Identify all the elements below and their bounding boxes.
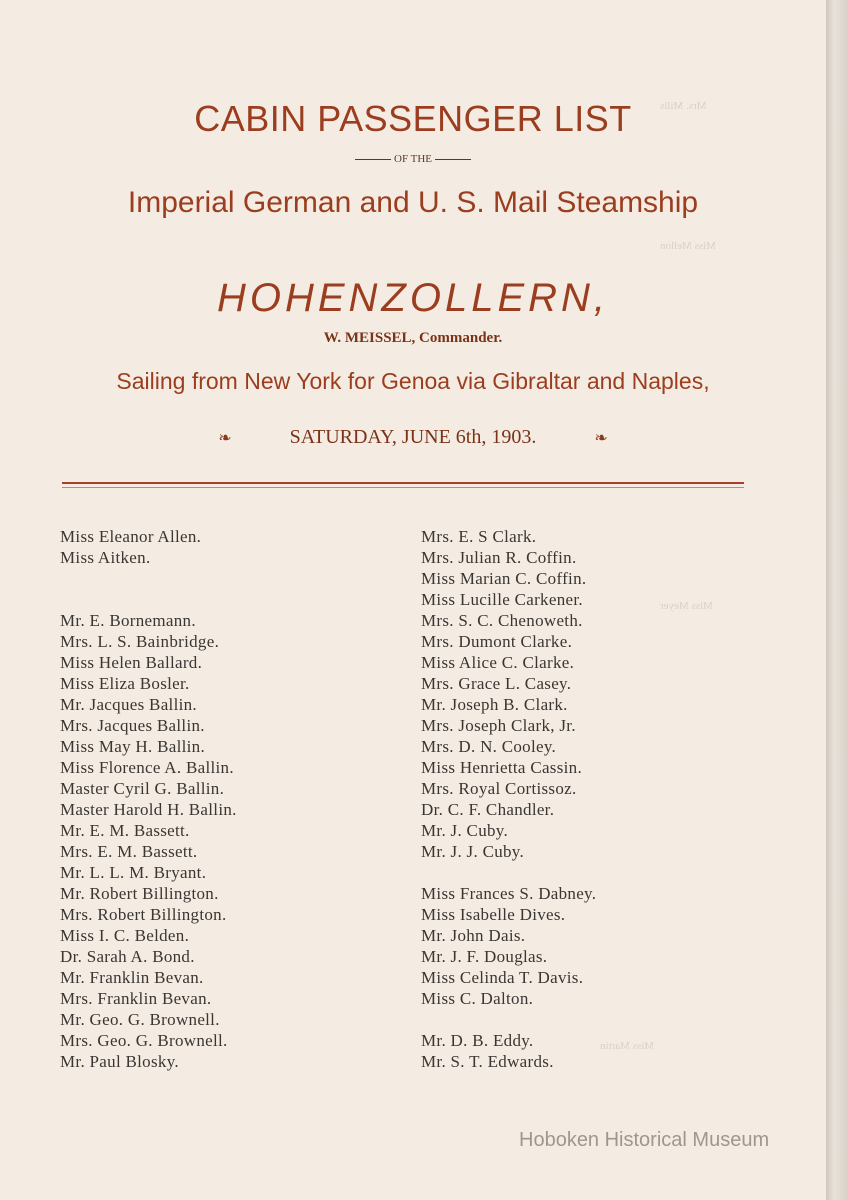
passenger-name: Mrs. Jacques Ballin. [60,716,205,735]
passenger-name: Miss Aitken. [60,548,151,567]
ornament-right-icon: ❧ [594,430,608,447]
divider-rule [62,482,744,484]
passenger-name: Mr. J. F. Douglas. [421,947,548,966]
passenger-name: Mr. Joseph B. Clark. [421,695,568,714]
date-text: SATURDAY, JUNE 6th, 1903. [289,426,537,448]
ornament-left-icon: ❧ [218,430,232,447]
passenger-name: Mr. E. Bornemann. [60,611,196,630]
passenger-name: Mr. J. J. Cuby. [421,842,525,861]
passenger-name: Mr. S. T. Edwards. [421,1052,554,1071]
passenger-name: Mr. Robert Billington. [60,884,219,903]
left-column [60,526,390,1072]
passenger-name: Miss Helen Ballard. [60,653,203,672]
passenger-name: Master Harold H. Ballin. [60,800,237,819]
passenger-name: Miss Eleanor Allen. [60,527,202,546]
passenger-name: Mrs. Dumont Clarke. [421,632,573,651]
passenger-name: Mr. L. L. M. Bryant. [60,863,207,882]
page-title: CABIN PASSENGER LIST [194,98,632,139]
passenger-name: Mrs. Grace L. Casey. [421,674,572,693]
passenger-name: Mrs. Franklin Bevan. [60,989,212,1008]
passenger-name: Mr. Franklin Bevan. [60,968,204,987]
passenger-name: Mrs. S. C. Chenoweth. [421,611,583,630]
passenger-name: Mrs. Geo. G. Brownell. [60,1031,228,1050]
date-line [0,426,826,449]
group-spacer [60,568,390,610]
passenger-name: Miss Eliza Bosler. [60,674,190,693]
passenger-name: Miss Marian C. Coffin. [421,569,587,588]
commander-line: W. MEISSEL, Commander. [323,330,503,346]
passenger-name: Mrs. L. S. Bainbridge. [60,632,220,651]
passenger-name: Miss Alice C. Clarke. [421,653,575,672]
passenger-name: Miss C. Dalton. [421,989,534,1008]
passenger-name: Mr. Paul Blosky. [60,1052,179,1071]
passenger-name: Mr. E. M. Bassett. [60,821,190,840]
passenger-name: Mrs. Joseph Clark, Jr. [421,716,576,735]
passenger-name: Miss I. C. Belden. [60,926,190,945]
passenger-name: Miss Henrietta Cassin. [421,758,583,777]
passenger-name: Mr. Jacques Ballin. [60,695,197,714]
passenger-name: Mr. Geo. G. Brownell. [60,1010,220,1029]
passenger-name: Dr. Sarah A. Bond. [60,947,195,966]
passenger-name: Miss Celinda T. Davis. [421,968,584,987]
passenger-name: Dr. C. F. Chandler. [421,800,555,819]
passenger-name: Master Cyril G. Ballin. [60,779,225,798]
passenger-list-page: CABIN PASSENGER LIST OF THE Imperial German and U. S. Mail Steamship HOHENZOLLERN, W. MEISSEL, Commander. Sailing from New York for Genoa via Gibraltar and Naples, ❧ SATURDAY, JUNE 6th, 1903. ❧ Miss Eleanor Allen. Miss Aitken. Mr. E. Bornemann. Mrs. L. S. Bainbridge. Miss Helen Ballard. Miss Eliza Bosler. Mr. Jacques Ballin. Mrs. Jacques Ballin. Miss May H. Ballin. Miss Florence A. Ballin. Master Cyril G. Ballin. Master Harold H. Ballin. Mr. E. M. Bassett. Mrs. E. M. Bassett. Mr. L. L. M. Bryant. Mr. Robert Billington. Mrs. Robert Billington. Miss I. C. Belden. Dr. Sarah A. Bond. Mr. Franklin Bevan. Mrs. Franklin Bevan. Mr. Geo. G. Brownell. Mrs. Geo. G. Brownell. Mr. Paul Blosky. Mrs. E. S Clark. Mrs. Julian R. Coffin. Miss Marian C. Coffin. Miss Lucille Carkener. Mrs. S. C. Chenoweth. Mrs. Dumont Clarke. Miss Alice C. Clarke. Mrs. Grace L. Casey. Mr. Joseph B. Clark. Mrs. Joseph Clark, Jr. Mrs. D. N. Cooley. Miss Henrietta Cassin. Mrs. Royal Cortissoz. Dr. C. F. Chandler. Mr. J. Cuby. Mr. J. J. Cuby. Miss Frances S. Dabney. Miss Isabelle Dives. Mr. John Dais. Mr. J. F. Douglas. Miss Celinda T. Davis. Miss C. Dalton. Mr. D. B. Eddy. Mr. S. T. Edwards. Mrs. Mills Miss Mellon Miss Meyer Miss Martin [0,0,826,1200]
passenger-name: Mrs. Julian R. Coffin. [421,548,577,567]
passenger-name: Mrs. Royal Cortissoz. [421,779,577,798]
passenger-name: Mrs. E. S Clark. [421,527,537,546]
passenger-name: Mrs. Robert Billington. [60,905,227,924]
route-line: Sailing from New York for Genoa via Gibraltar and Naples, [116,368,710,394]
passenger-name: Miss Lucille Carkener. [421,590,583,609]
of-the-line [0,153,826,165]
passenger-name: Mrs. E. M. Bassett. [60,842,198,861]
passenger-name: Miss May H. Ballin. [60,737,206,756]
passenger-name: Mr. D. B. Eddy. [421,1031,534,1050]
passenger-name: Mr. J. Cuby. [421,821,509,840]
group-spacer [421,1009,751,1030]
passenger-name: Miss Frances S. Dabney. [421,884,597,903]
of-the-text: OF THE [394,153,432,165]
passenger-name: Miss Florence A. Ballin. [60,758,234,777]
passenger-name: Mrs. D. N. Cooley. [421,737,557,756]
watermark: Hoboken Historical Museum [519,1129,770,1151]
group-spacer [421,862,751,883]
ship-name: HOHENZOLLERN, [216,276,610,320]
page-edge [826,0,847,1200]
steamship-line: Imperial German and U. S. Mail Steamship [127,186,699,219]
passenger-name: Mr. John Dais. [421,926,526,945]
passenger-name: Miss Isabelle Dives. [421,905,566,924]
divider-rule-thin [62,487,744,488]
